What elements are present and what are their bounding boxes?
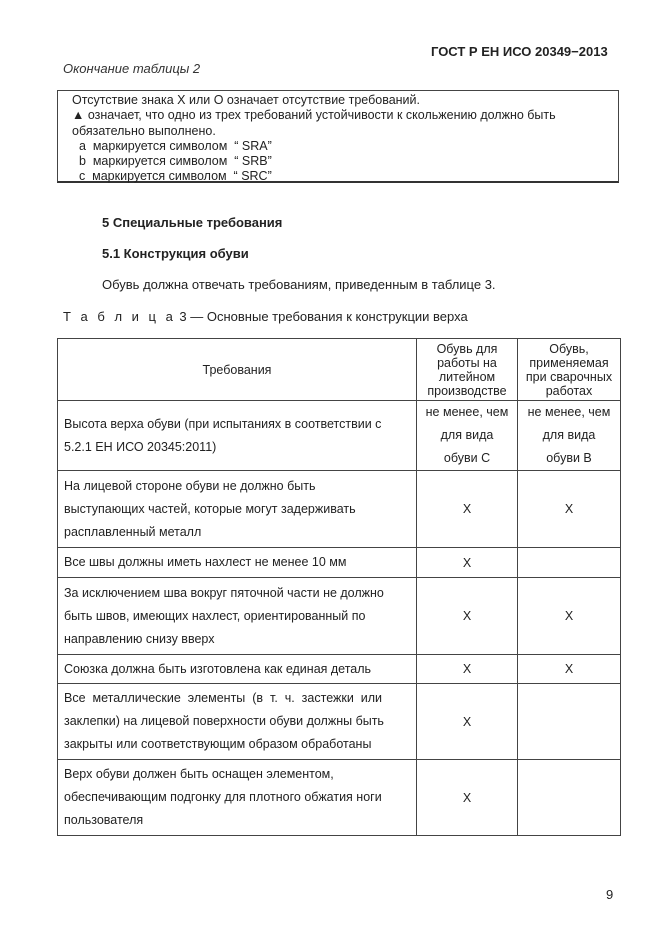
table-caption-prefix: Т а б л и ц а: [63, 309, 176, 324]
body-paragraph: Обувь должна отвечать требованиям, приведенным в таблице 3.: [102, 277, 496, 292]
standard-designation: ГОСТ Р ЕН ИСО 20349−2013: [431, 44, 608, 59]
requirement-line: Все металлические элементы (в т. ч. застежки или: [64, 691, 383, 705]
foundry-cell: X: [417, 578, 518, 655]
requirement-line: заклепки) на лицевой поверхности обуви должны быть: [64, 714, 384, 728]
table-row: [58, 655, 621, 684]
cell-line: для вида: [542, 428, 596, 442]
cell-line: обуви C: [443, 451, 491, 465]
requirement-cell: [58, 578, 417, 655]
table-header-row: [58, 339, 621, 401]
requirement-line: 5.2.1 ЕН ИСО 20345:2011): [64, 439, 217, 454]
header-line: работах: [545, 383, 593, 398]
requirement-cell: [58, 684, 417, 760]
table-continuation-label: Окончание таблицы 2: [63, 61, 201, 76]
header-foundry: [417, 339, 518, 401]
foundry-cell: X: [417, 684, 518, 760]
table-row: [58, 548, 621, 578]
cell-line: обуви B: [546, 451, 592, 465]
note-line: b маркируется символом “ SRB”: [72, 154, 272, 169]
welding-cell: [518, 684, 621, 760]
welding-cell: [518, 760, 621, 836]
table-row: [58, 684, 621, 760]
foundry-cell: X: [417, 655, 518, 684]
section-heading: 5 Специальные требования: [102, 215, 283, 230]
cell-line: не менее, чем: [425, 405, 509, 419]
requirement-cell: Союзка должна быть изготовлена как единая деталь: [58, 655, 417, 684]
requirement-line: быть швов, имеющих нахлест, ориентированный по: [64, 608, 366, 623]
requirement-line: Верх обуви должен быть оснащен элементом,: [64, 767, 334, 781]
requirement-line: обеспечивающим подгонку для плотного обжатия ноги: [64, 790, 382, 804]
requirement-cell: [58, 760, 417, 836]
requirement-line: За исключением шва вокруг пяточной части не должно: [64, 585, 384, 600]
note-line: a маркируется символом “ SRA”: [72, 138, 272, 153]
subsection-heading: 5.1 Конструкция обуви: [102, 246, 249, 261]
header-line: Обувь для: [436, 341, 498, 356]
table-notes-box: [57, 90, 619, 183]
foundry-cell: [417, 401, 518, 471]
foundry-cell: X: [417, 548, 518, 578]
header-line: при сварочных: [525, 369, 613, 384]
welding-cell: X: [518, 655, 621, 684]
table-row: [58, 471, 621, 548]
header-line: производстве: [427, 383, 507, 398]
foundry-cell: X: [417, 471, 518, 548]
welding-cell: X: [518, 578, 621, 655]
requirement-line: Высота верха обуви (при испытаниях в соответствии с: [64, 416, 382, 431]
page-number: 9: [606, 887, 614, 902]
requirements-table: [57, 338, 621, 836]
cell-line: не менее, чем: [527, 405, 611, 419]
requirement-line: направлению снизу вверх: [64, 631, 215, 646]
requirement-cell: [58, 401, 417, 471]
note-line: Отсутствие знака X или O означает отсутствие требований.: [72, 93, 420, 107]
requirement-line: закрыты или соответствующим образом обработаны: [64, 737, 372, 751]
welding-cell: [518, 548, 621, 578]
cell-line: для вида: [440, 428, 494, 442]
header-line: Обувь,: [549, 341, 589, 356]
table-caption-text: 3 — Основные требования к конструкции верха: [175, 309, 468, 324]
table-row: [58, 578, 621, 655]
header-requirements: Требования: [58, 339, 417, 401]
header-line: применяемая: [529, 355, 609, 370]
foundry-cell: X: [417, 760, 518, 836]
requirement-cell: Все швы должны иметь нахлест не менее 10 мм: [58, 548, 417, 578]
table-row: [58, 401, 621, 471]
welding-cell: [518, 401, 621, 471]
requirement-line: расплавленный металл: [64, 524, 202, 539]
header-line: литейном: [438, 369, 496, 384]
header-welding: [518, 339, 621, 401]
table-row: [58, 760, 621, 836]
requirement-cell: [58, 471, 417, 548]
requirement-line: выступающих частей, которые могут задерживать: [64, 501, 356, 516]
welding-cell: X: [518, 471, 621, 548]
requirement-line: пользователя: [64, 813, 144, 827]
note-line: c маркируется символом “ SRC”: [72, 169, 272, 184]
header-line: работы на: [437, 355, 497, 370]
requirement-line: На лицевой стороне обуви не должно быть: [64, 478, 316, 493]
table-caption: [63, 309, 468, 324]
note-line: обязательно выполнено.: [72, 123, 216, 138]
note-line: ▲ означает, что одно из трех требований устойчивости к скольжению должно быть: [72, 108, 556, 123]
